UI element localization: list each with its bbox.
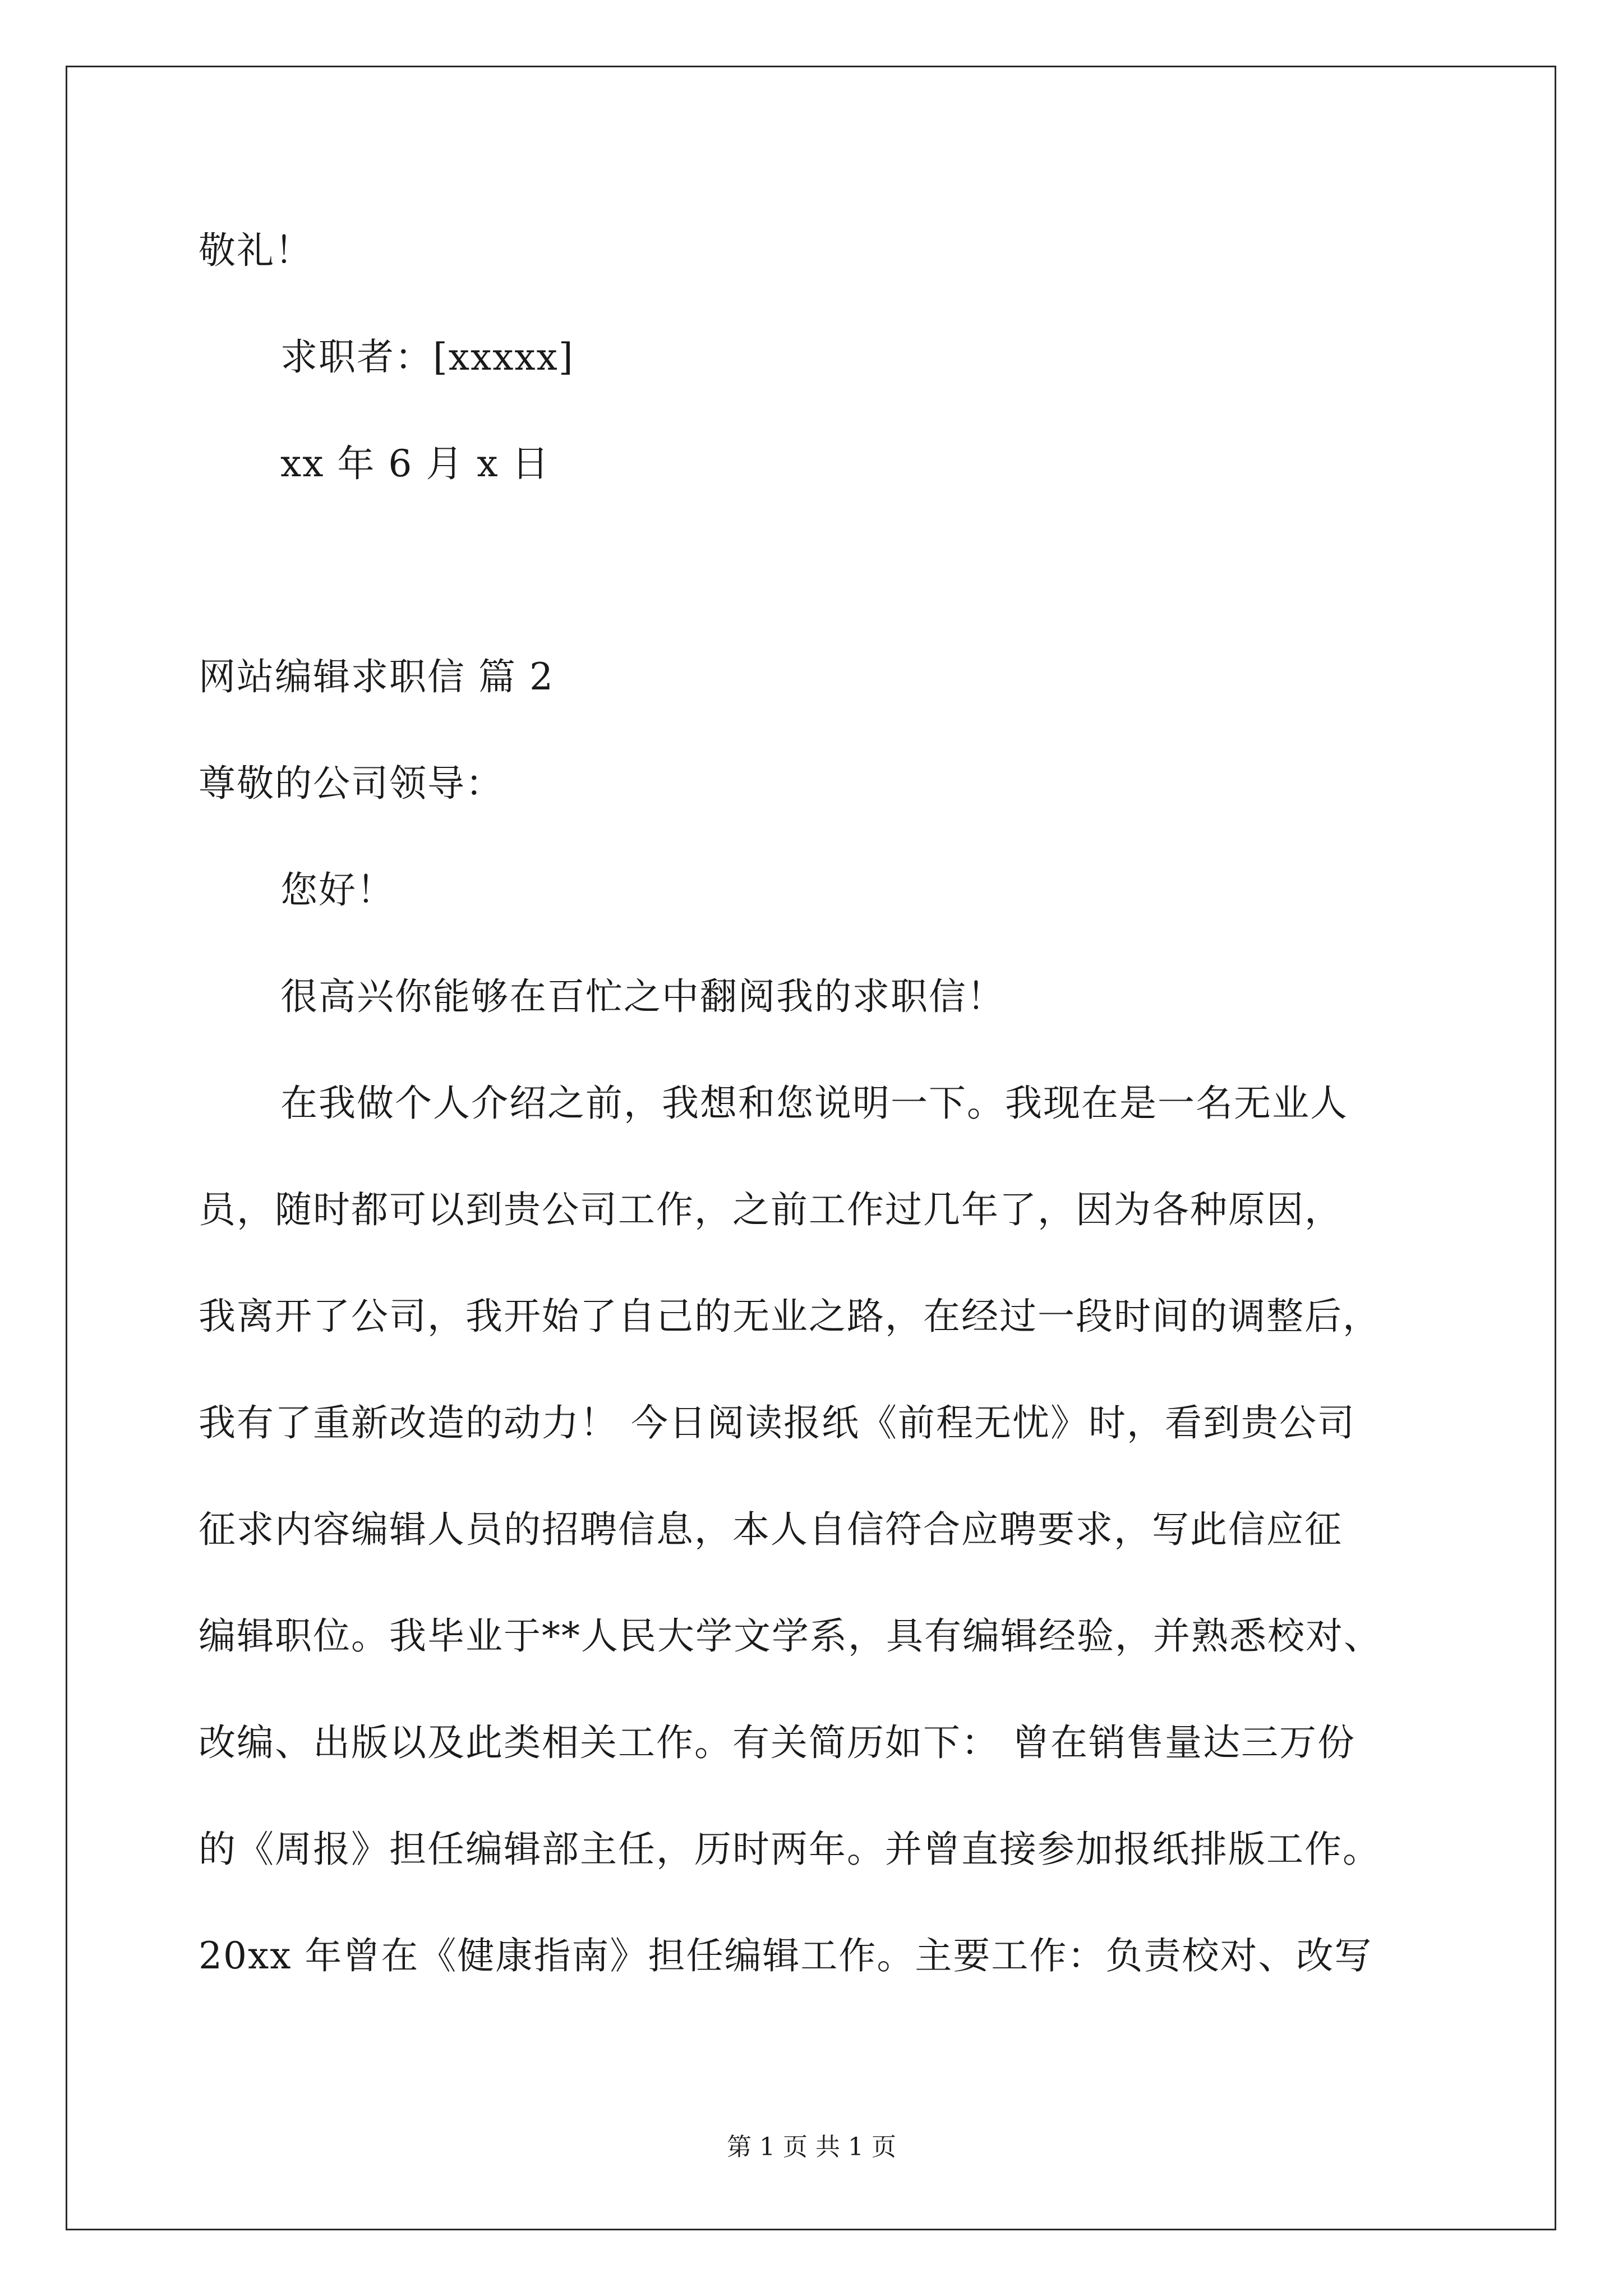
- body-line: 20xx 年曾在《健康指南》担任编辑工作。主要工作：负责校对、改写: [199, 1934, 1373, 1977]
- body-line: 在我做个人介绍之前，我想和您说明一下。我现在是一名无业人: [280, 1082, 1348, 1125]
- body-line: 员，随时都可以到贵公司工作，之前工作过几年了，因为各种原因，: [199, 1188, 1343, 1231]
- applicant-signature: 求职者：[xxxxx]: [280, 335, 574, 379]
- body-line: 征求内容编辑人员的招聘信息，本人自信符合应聘要求，写此信应征: [199, 1508, 1343, 1551]
- salutation: 尊敬的公司领导：: [199, 762, 504, 805]
- page-border: [66, 66, 1556, 2230]
- body-line: 的《周报》担任编辑部主任，历时两年。并曾直接参加报纸排版工作。: [199, 1828, 1381, 1871]
- section-title: 网站编辑求职信 篇 2: [199, 655, 554, 698]
- closing-salute: 敬礼！: [199, 229, 313, 272]
- body-line: 我离开了公司，我开始了自己的无业之路，在经过一段时间的调整后，: [199, 1295, 1381, 1338]
- body-line: 我有了重新改造的动力！ 今日阅读报纸《前程无忧》时，看到贵公司: [199, 1401, 1355, 1444]
- page-footer: 第 1 页 共 1 页: [727, 2133, 896, 2161]
- body-line: 改编、出版以及此类相关工作。有关简历如下： 曾在销售量达三万份: [199, 1721, 1355, 1764]
- greeting: 您好！: [280, 868, 395, 912]
- body-line: 编辑职位。我毕业于**人民大学文学系，具有编辑经验，并熟悉校对、: [199, 1614, 1382, 1658]
- paragraph-opening: 很高兴你能够在百忙之中翻阅我的求职信！: [280, 975, 1005, 1018]
- letter-date: xx 年 6 月 x 日: [280, 442, 550, 485]
